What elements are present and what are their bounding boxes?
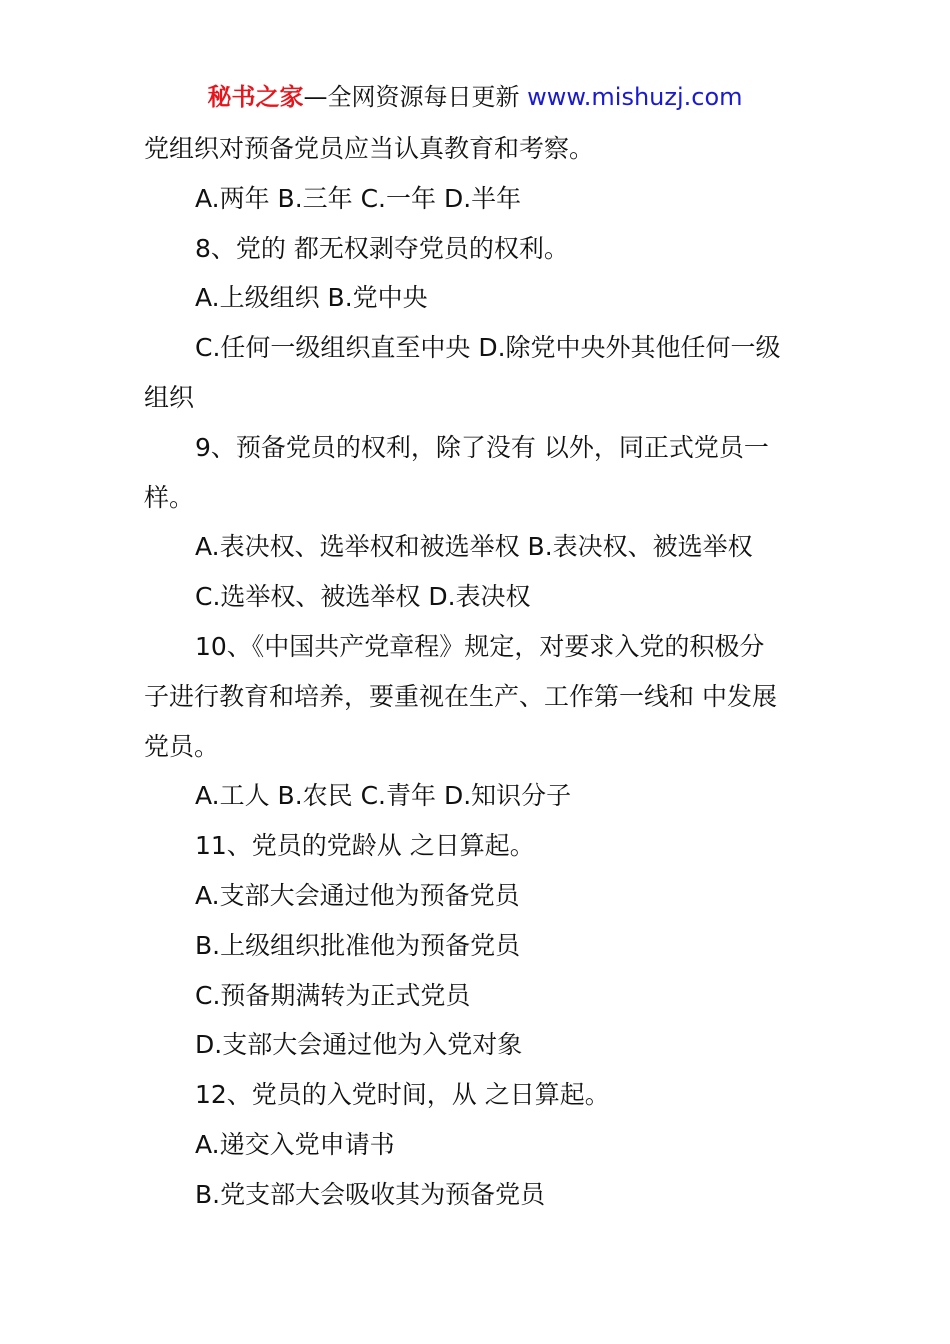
answer-option: B.党支部大会吸收其为预备党员	[195, 1179, 546, 1209]
question-12: 12、党员的入党时间，从 之日算起。	[195, 1080, 610, 1110]
answer-options: A.表决权、选举权和被选举权 B.表决权、被选举权	[195, 532, 753, 562]
text-line: 样。	[144, 482, 195, 512]
site-header	[0, 80, 950, 114]
brand-name: 秘书之家	[207, 83, 304, 111]
text-line: 组织	[144, 382, 195, 412]
question-11: 11、党员的党龄从 之日算起。	[195, 831, 535, 861]
question-10: 10、《中国共产党章程》规定，对要求入党的积极分	[195, 631, 765, 661]
answer-options: A.两年 B.三年 C.一年 D.半年	[195, 183, 522, 213]
answer-option: A.递交入党申请书	[195, 1129, 395, 1159]
question-9: 9、预备党员的权利，除了没有 以外，同正式党员一	[195, 432, 769, 462]
site-url-link[interactable]: www.mishuzj.com	[527, 83, 743, 111]
answer-option: D.支部大会通过他为入党对象	[195, 1030, 523, 1060]
answer-option: C.预备期满转为正式党员	[195, 980, 471, 1010]
text-line: 党组织对预备党员应当认真教育和考察。	[144, 134, 595, 163]
answer-options: C.任何一级组织直至中央 D.除党中央外其他任何一级	[195, 333, 781, 363]
text-line: 子进行教育和培养，要重视在生产、工作第一线和 中发展	[144, 681, 777, 711]
answer-options: A.上级组织 B.党中央	[195, 283, 428, 313]
document-body	[144, 124, 808, 1220]
answer-option: A.支部大会通过他为预备党员	[195, 880, 520, 910]
answer-option: B.上级组织批准他为预备党员	[195, 930, 521, 960]
header-tagline: —全网资源每日更新	[303, 83, 520, 111]
text-line: 党员。	[144, 731, 220, 761]
answer-options: C.选举权、被选举权 D.表决权	[195, 582, 531, 612]
question-8: 8、党的 都无权剥夺党员的权利。	[195, 233, 569, 263]
answer-options: A.工人 B.农民 C.青年 D.知识分子	[195, 781, 572, 811]
